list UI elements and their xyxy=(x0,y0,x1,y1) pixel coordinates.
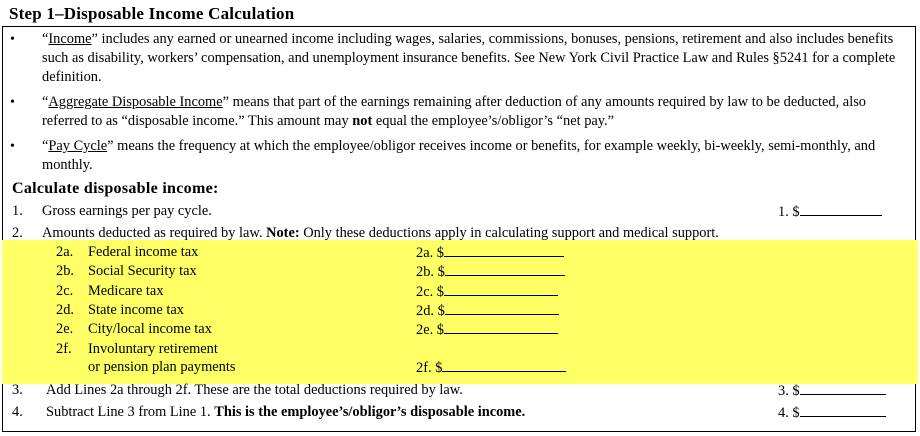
line2d-amount-input[interactable] xyxy=(445,301,559,315)
bullet-icon: • xyxy=(10,32,15,47)
line3-label: Add Lines 2a through 2f. These are the total deductions required by law. xyxy=(46,382,463,398)
line2e-field: 2e. $ xyxy=(416,320,558,340)
line3-field: 3. $ xyxy=(778,381,886,401)
line2c-label: Medicare tax xyxy=(88,283,164,299)
line1-num: 1. xyxy=(12,203,23,219)
line2c-amount-input[interactable] xyxy=(444,282,558,296)
line2a-field: 2a. $ xyxy=(416,243,564,263)
line2b-field: 2b. $ xyxy=(416,262,565,282)
line1-label: Gross earnings per pay cycle. xyxy=(42,203,212,219)
line2a-code: 2a. xyxy=(56,244,74,260)
line2d-code: 2d. xyxy=(56,302,74,318)
line2d-field: 2d. $ xyxy=(416,301,559,321)
line3-num: 3. xyxy=(12,382,23,398)
line2f-label-2: or pension plan payments xyxy=(88,359,236,375)
calc-heading: Calculate disposable income: xyxy=(12,180,219,197)
bullet-icon: • xyxy=(10,95,15,110)
line2c-field: 2c. $ xyxy=(416,282,558,302)
line2f-field: 2f. $ xyxy=(416,358,566,378)
line4-field: 4. $ xyxy=(778,403,886,423)
line2e-amount-input[interactable] xyxy=(444,320,558,334)
line4-num: 4. xyxy=(12,404,23,420)
income-definition: “Income” includes any earned or unearned income including wages, salaries, commissions, bonuses, pensions, retirement and also includes benefits such as disability, workers’ compensation, and unemployment insurance benefits. See New York Civil Practice Law and Rules §5241 for a complete definition. xyxy=(42,31,896,85)
line1-amount-input[interactable] xyxy=(800,202,882,216)
line2c-code: 2c. xyxy=(56,283,74,299)
line3-amount-input[interactable] xyxy=(800,381,886,395)
line2d-label: State income tax xyxy=(88,302,184,318)
pay-cycle-definition: “Pay Cycle” means the frequency at which the employee/obligor receives income or benefits, for example weekly, bi-weekly, semi-monthly, and monthly. xyxy=(42,138,876,173)
line2e-label: City/local income tax xyxy=(88,321,212,337)
line2-num: 2. xyxy=(12,225,23,241)
line2a-amount-input[interactable] xyxy=(444,243,564,257)
line2f-label-1: Involuntary retirement xyxy=(88,341,218,357)
term-income: Income xyxy=(48,31,92,47)
bullet-icon: • xyxy=(10,139,15,154)
section-title: Step 1–Disposable Income Calculation xyxy=(9,4,295,23)
line2f-amount-input[interactable] xyxy=(442,358,566,372)
line2f-code: 2f. xyxy=(56,341,72,357)
term-pay-cycle: Pay Cycle xyxy=(48,138,108,154)
line2b-amount-input[interactable] xyxy=(445,262,565,276)
line2b-label: Social Security tax xyxy=(88,263,197,279)
line2-label: Amounts deducted as required by law. Note: Only these deductions apply in calculating support and medical support. xyxy=(42,225,719,241)
line2a-label: Federal income tax xyxy=(88,244,199,260)
term-aggregate-disposable-income: Aggregate Disposable Income xyxy=(48,94,223,110)
line2e-code: 2e. xyxy=(56,321,74,337)
line4-amount-input[interactable] xyxy=(800,403,886,417)
line4-label: Subtract Line 3 from Line 1. This is the employee’s/obligor’s disposable income. xyxy=(46,404,526,420)
line2b-code: 2b. xyxy=(56,263,74,279)
aggregate-income-definition: “Aggregate Disposable Income” means that part of the earnings remaining after deduction of any amounts required by law to be deducted, also referred to as “disposable income.” This amount may not equal the employee’s/obligor’s “net pay.” xyxy=(42,94,866,129)
line1-field: 1. $ xyxy=(778,202,882,222)
